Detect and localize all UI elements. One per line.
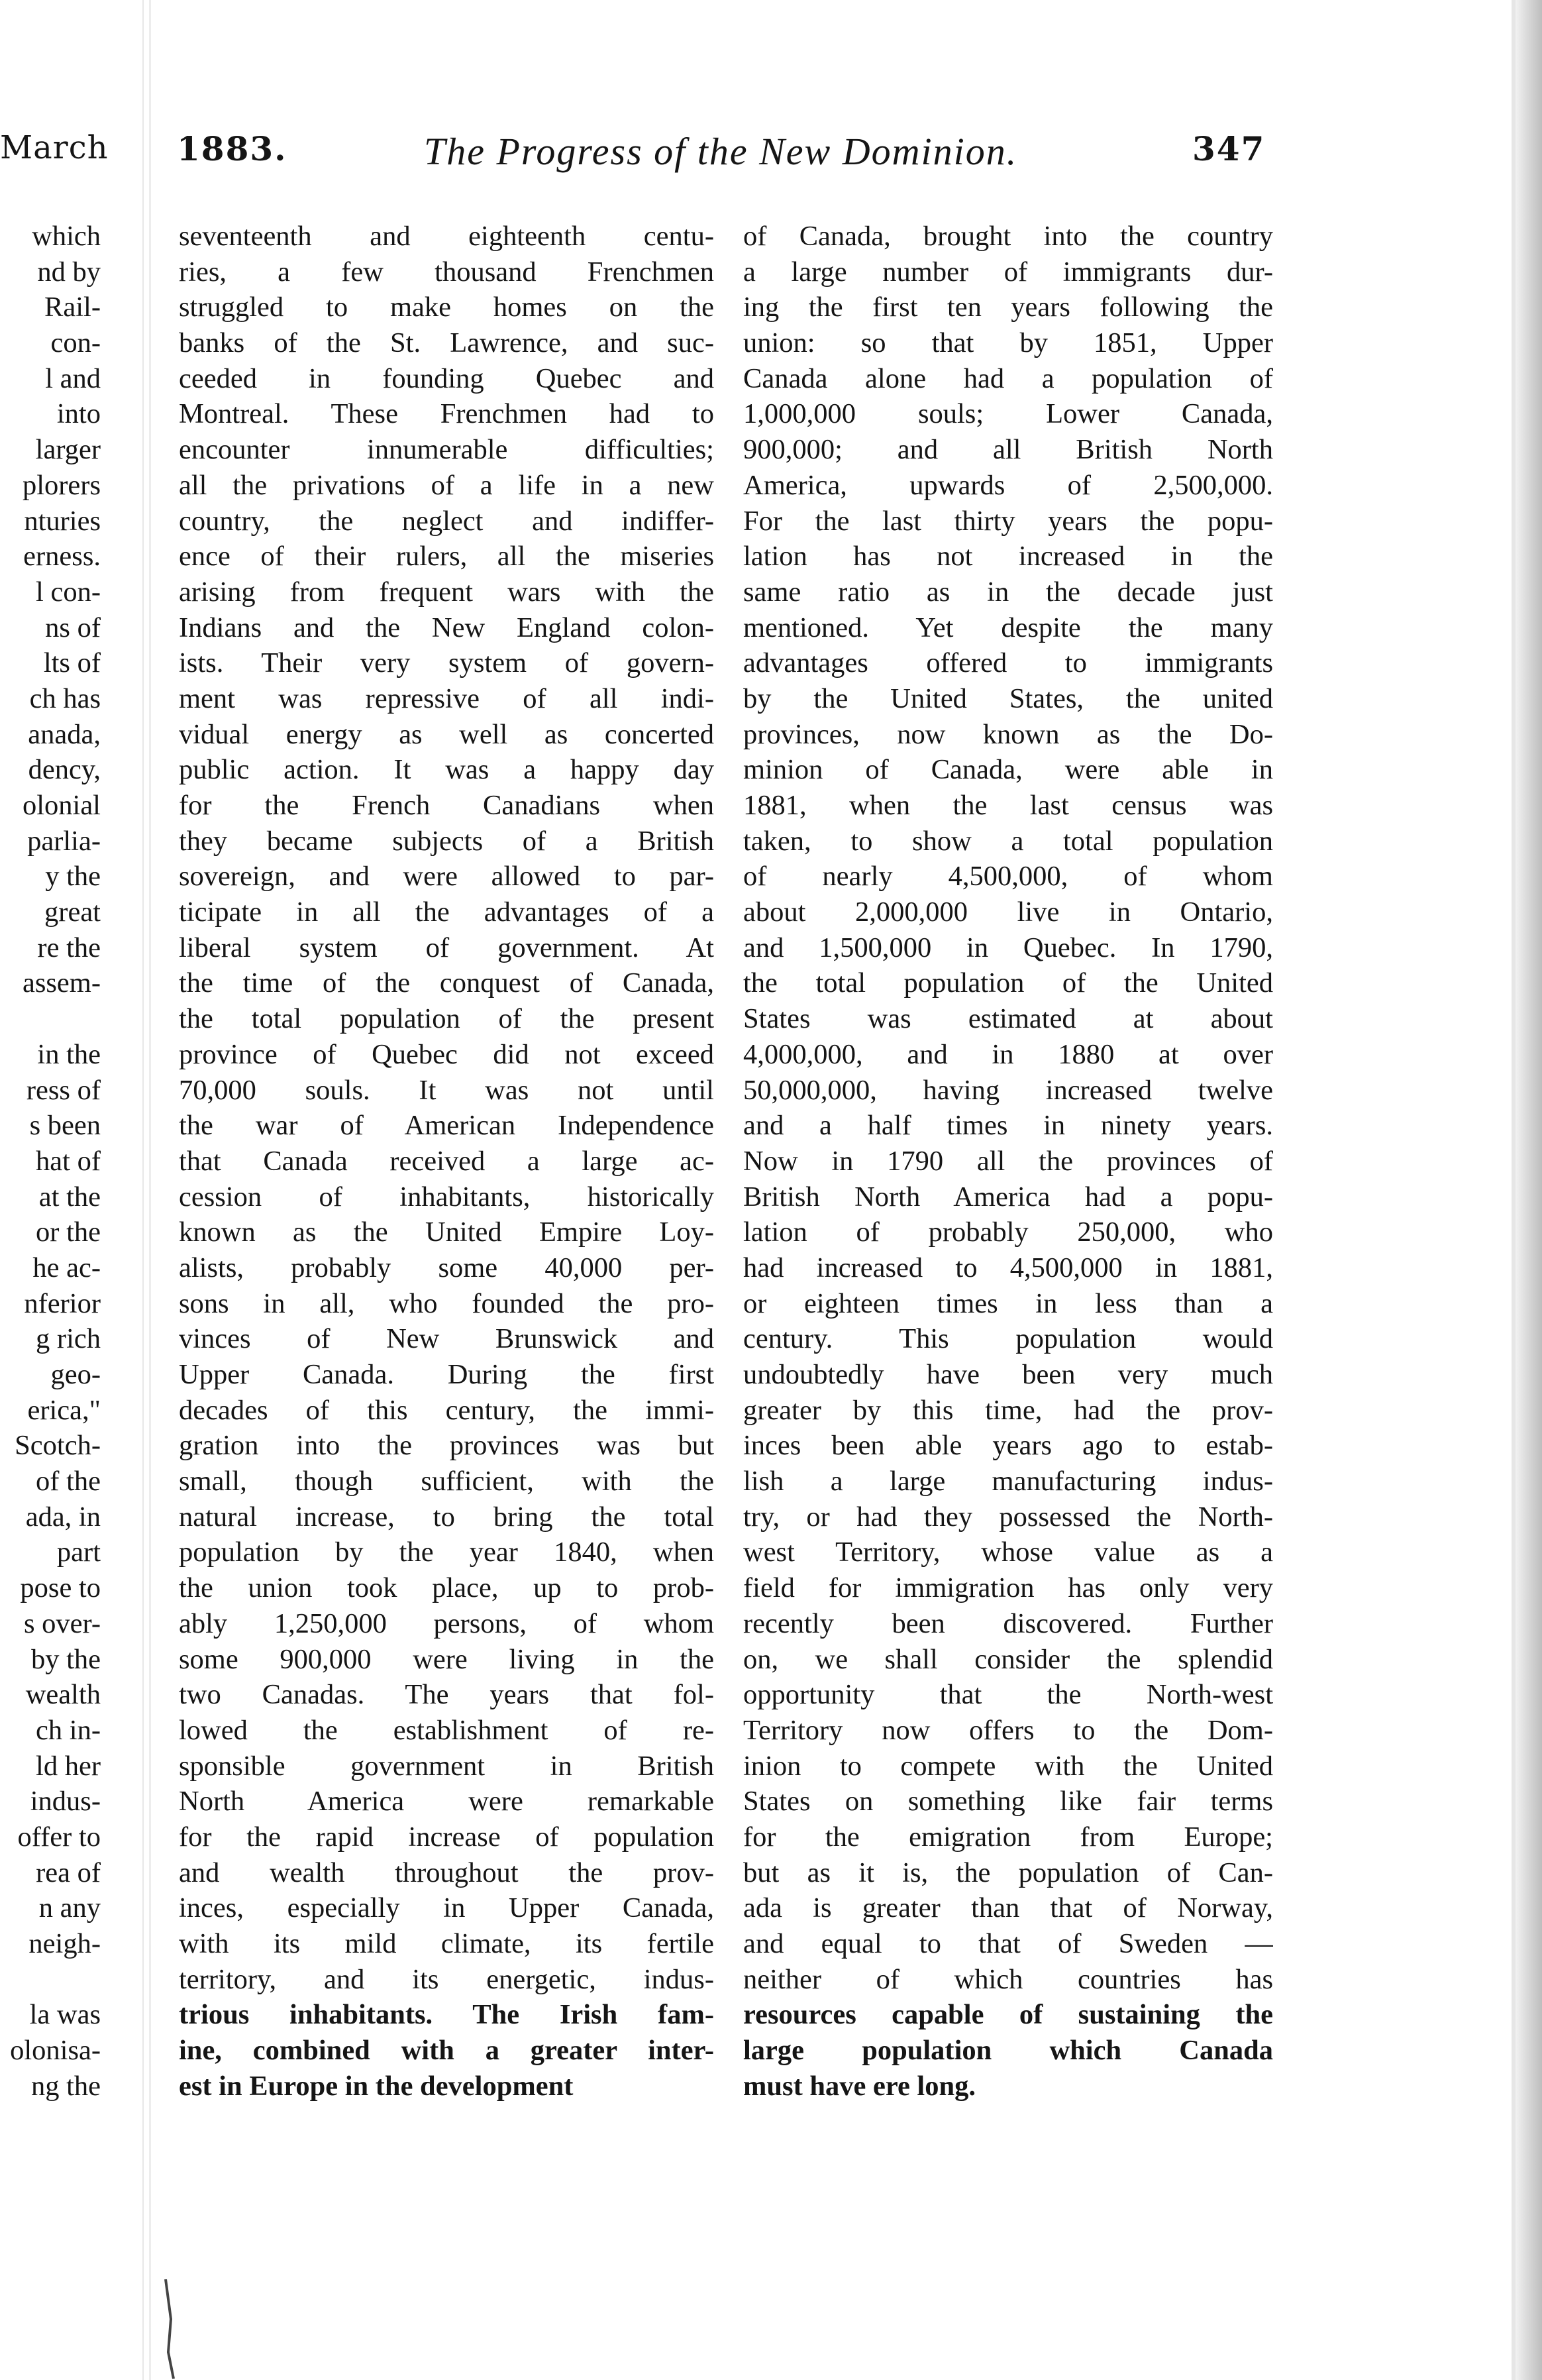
margin-fragment-line: n any [38,1892,101,1924]
body-text-line: west Territory, whose value as a [743,1537,1273,1568]
margin-fragment-line: great [44,896,101,928]
margin-fragment-line: which [32,221,101,252]
margin-fragment-line: g rich [36,1323,101,1355]
margin-fragment-line: olonisa- [10,2035,101,2067]
margin-fragment-line: of the [36,1466,101,1497]
body-text-line: arising from frequent wars with the [179,576,714,608]
body-text-line: the war of American Independence [179,1110,714,1142]
margin-fragment-line: neigh- [28,1928,101,1959]
margin-fragment-line: larger [35,434,101,466]
margin-fragment-line: or the [36,1217,101,1248]
body-text-line: 1,000,000 souls; Lower Canada, [743,398,1273,430]
margin-fragment-line [0,1001,101,1037]
body-text-line: must have ere long. [743,2070,976,2102]
body-text-line: on, we shall consider the splendid [743,1643,1273,1675]
body-text-line: North America were remarkable [179,1786,714,1817]
margin-fragment-line: parlia- [27,825,101,857]
body-text-line: alists, probably some 40,000 per- [179,1252,714,1283]
body-text-line: lation has not increased in the [743,541,1273,572]
body-text-line: some 900,000 were living in the [179,1643,714,1675]
body-text-line: of Canada, brought into the country [743,221,1273,252]
body-text-line: minion of Canada, were able in [743,754,1273,786]
margin-fragment-line: ada, in [25,1501,101,1533]
margin-fragment-line [0,1962,101,1998]
margin-fragment-line: assem- [22,967,101,999]
body-text-line: 4,000,000, and in 1880 at over [743,1038,1273,1070]
margin-fragment-line: erica," [27,1394,101,1426]
body-text-line: mentioned. Yet despite the many [743,612,1273,643]
body-text-line: encounter innumerable difficulties; [179,434,714,466]
body-text-line: about 2,000,000 live in Ontario, [743,896,1273,928]
body-text-line: and a half times in ninety years. [743,1110,1273,1142]
margin-fragment-line: la was [29,1999,101,2031]
page-fold [149,0,151,2380]
body-text-line: ada is greater than that of Norway, [743,1892,1273,1924]
binding-mark [159,2279,199,2379]
body-text-line: lish a large manufacturing indus- [743,1466,1273,1497]
page-edge [1516,0,1542,2380]
header-year: 1883. [177,129,287,168]
body-text-line: Now in 1790 all the provinces of [743,1145,1273,1177]
body-text-line: the total population of the United [743,967,1273,999]
body-text-line: cession of inhabitants, historically [179,1181,714,1213]
body-text-line: ceeded in founding Quebec and [179,362,714,394]
page-title: The Progress of the New Dominion. [424,130,1018,173]
margin-fragment-line: ress of [26,1074,101,1106]
body-text-line: the time of the conquest of Canada, [179,967,714,999]
body-text-line: for the emigration from Europe; [743,1821,1273,1853]
body-text-line: greater by this time, had the prov- [743,1394,1273,1426]
margin-fragment-line: con- [50,327,101,359]
margin-fragment-line: at the [38,1181,101,1213]
body-text-line: resources capable of sustaining the [743,1999,1273,2031]
body-text-line: For the last thirty years the popu- [743,505,1273,537]
body-text-line: Canada alone had a population of [743,362,1273,394]
body-text-line: the total population of the present [179,1003,714,1035]
body-text-line: opportunity that the North-west [743,1679,1273,1711]
body-text-line: lation of probably 250,000, who [743,1217,1273,1248]
margin-fragment-line: l con- [36,576,101,608]
previous-page-text-fragments [0,219,101,2104]
margin-fragment-line: ch has [29,682,101,714]
margin-fragment-line: anada, [28,718,101,750]
margin-fragment-line: plorers [22,469,101,501]
margin-fragment-line: ng the [30,2070,101,2102]
margin-fragment-line: indus- [30,1786,101,1817]
body-text-line: trious inhabitants. The Irish fam- [179,1999,714,2031]
body-text-line: 70,000 souls. It was not until [179,1074,714,1106]
margin-fragment-line: hat of [36,1145,101,1177]
body-text-line: recently been discovered. Further [743,1607,1273,1639]
body-text-line: known as the United Empire Loy- [179,1217,714,1248]
body-text-line: of nearly 4,500,000, of whom [743,861,1273,892]
body-text-line: or eighteen times in less than a [743,1287,1273,1319]
body-text-line: lowed the establishment of re- [179,1714,714,1746]
body-text-line: ence of their rulers, all the miseries [179,541,714,572]
body-text-line: natural increase, to bring the total [179,1501,714,1533]
margin-fragment-line: Rail- [44,292,101,323]
body-text-line: population by the year 1840, when [179,1537,714,1568]
body-text-line: small, though sufficient, with the [179,1466,714,1497]
body-text-line: inces, especially in Upper Canada, [179,1892,714,1924]
body-text-line: ists. Their very system of govern- [179,647,714,679]
body-text-line: banks of the St. Lawrence, and suc- [179,327,714,359]
body-text-line: gration into the provinces was but [179,1430,714,1462]
margin-fragment-line: y the [45,861,101,892]
margin-fragment-line: into [56,398,101,430]
body-text-line: field for immigration has only very [743,1572,1273,1604]
running-head [0,129,1542,189]
margin-fragment-line: by the [30,1643,101,1675]
margin-fragment-line: nd by [37,256,101,288]
body-text-line: inion to compete with the United [743,1750,1273,1782]
body-text-line: for the rapid increase of population [179,1821,714,1853]
body-text-line: 1881, when the last census was [743,790,1273,821]
body-text-line: try, or had they possessed the North- [743,1501,1273,1533]
gutter-shadow [142,0,144,2380]
body-text-line: Upper Canada. During the first [179,1359,714,1390]
margin-fragment-line: ld her [36,1750,101,1782]
body-text-line: sons in all, who founded the pro- [179,1287,714,1319]
margin-fragment-line: he ac- [32,1252,101,1283]
body-text-line: territory, and its energetic, indus- [179,1963,714,1995]
body-text-line: Territory now offers to the Dom- [743,1714,1273,1746]
margin-fragment-line: ns of [45,612,101,643]
page-number: 347 [1192,129,1266,168]
body-text-line: Indians and the New England colon- [179,612,714,643]
body-text-line: States on something like fair terms [743,1786,1273,1817]
margin-fragment-line: re the [37,932,101,963]
body-text-line: vinces of New Brunswick and [179,1323,714,1355]
margin-fragment-line: Scotch- [15,1430,101,1462]
body-text-line: and wealth throughout the prov- [179,1857,714,1888]
body-text-line: vidual energy as well as concerted [179,718,714,750]
margin-fragment-line: l and [45,362,101,394]
body-text-line: inces been able years ago to estab- [743,1430,1273,1462]
body-text-line: had increased to 4,500,000 in 1881, [743,1252,1273,1283]
body-text-line: decades of this century, the immi- [179,1394,714,1426]
body-text-line: they became subjects of a British [179,825,714,857]
body-text-line: but as it is, the population of Can- [743,1857,1273,1888]
body-text-line: country, the neglect and indiffer- [179,505,714,537]
margin-fragment-line: offer to [17,1821,101,1853]
body-text-line: British North America had a popu- [743,1181,1273,1213]
body-text-line: est in Europe in the development [179,2070,574,2102]
body-text-line: liberal system of government. At [179,932,714,963]
margin-fragment-line: wealth [25,1679,101,1711]
body-text-line: sponsible government in British [179,1750,714,1782]
body-text-line: two Canadas. The years that fol- [179,1679,714,1711]
body-text-line: seventeenth and eighteenth centu- [179,221,714,252]
body-text-line: States was estimated at about [743,1003,1273,1035]
previous-page-header-fragment: March [0,129,109,166]
body-text-line: ably 1,250,000 persons, of whom [179,1607,714,1639]
body-text-line: Montreal. These Frenchmen had to [179,398,714,430]
margin-fragment-line: in the [37,1038,101,1070]
body-text-line: advantages offered to immigrants [743,647,1273,679]
body-text-line: America, upwards of 2,500,000. [743,469,1273,501]
margin-fragment-line: geo- [50,1359,101,1390]
body-text-line: that Canada received a large ac- [179,1145,714,1177]
body-text-line: neither of which countries has [743,1963,1273,1995]
body-text-line: and 1,500,000 in Quebec. In 1790, [743,932,1273,963]
body-text-line: ries, a few thousand Frenchmen [179,256,714,288]
margin-fragment-line: s over- [24,1607,101,1639]
margin-fragment-line: pose to [20,1572,101,1604]
body-text-line: taken, to show a total population [743,825,1273,857]
margin-fragment-line: nferior [24,1287,101,1319]
body-text-line: undoubtedly have been very much [743,1359,1273,1390]
text-column-right [743,219,1273,2104]
body-text-line: same ratio as in the decade just [743,576,1273,608]
body-text-line: ment was repressive of all indi- [179,682,714,714]
margin-fragment-line: rea of [36,1857,101,1888]
margin-fragment-line: s been [29,1110,101,1142]
margin-fragment-line: part [56,1537,101,1568]
body-text-line: by the United States, the united [743,682,1273,714]
body-text-line: sovereign, and were allowed to par- [179,861,714,892]
body-text-line: with its mild climate, its fertile [179,1928,714,1959]
body-text-line: a large number of immigrants dur- [743,256,1273,288]
body-text-line: all the privations of a life in a new [179,469,714,501]
body-text-line: 50,000,000, having increased twelve [743,1074,1273,1106]
body-text-line: struggled to make homes on the [179,292,714,323]
body-text-line: ine, combined with a greater inter- [179,2035,714,2067]
body-text-line: union: so that by 1851, Upper [743,327,1273,359]
margin-fragment-line: ch in- [36,1714,101,1746]
margin-fragment-line: olonial [22,790,101,821]
body-text-line: for the French Canadians when [179,790,714,821]
margin-fragment-line: erness. [23,541,101,572]
body-text-line: ticipate in all the advantages of a [179,896,714,928]
body-text-line: public action. It was a happy day [179,754,714,786]
body-text-line: century. This population would [743,1323,1273,1355]
body-text-line: 900,000; and all British North [743,434,1273,466]
body-text-line: and equal to that of Sweden — [743,1928,1273,1959]
margin-fragment-line: nturies [24,505,101,537]
body-text-line: ing the first ten years following the [743,292,1273,323]
margin-fragment-line: dency, [28,754,101,786]
body-text-line: provinces, now known as the Do- [743,718,1273,750]
margin-fragment-line: lts of [43,647,101,679]
body-text-line: province of Quebec did not exceed [179,1038,714,1070]
body-text-line: large population which Canada [743,2035,1273,2067]
body-text-line: the union took place, up to prob- [179,1572,714,1604]
text-column-left [179,219,714,2104]
